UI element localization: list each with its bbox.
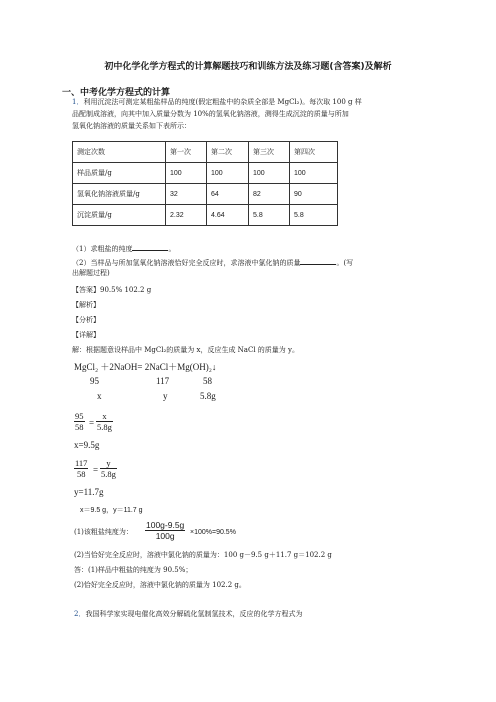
fraction-y-5.8g <box>100 458 117 479</box>
question-1-number: 1． <box>72 98 84 106</box>
table-cell: 100 <box>249 163 290 184</box>
sub-question-2 <box>72 256 353 269</box>
xy-values: x＝9.5 g，y＝11.7 g <box>80 507 143 514</box>
table-header-cell: 测定次数 <box>73 142 166 163</box>
table-header-cell: 第四次 <box>290 142 338 163</box>
fraction-numerator: x <box>102 411 107 421</box>
sub-question-2-line-2: 出解题过程) <box>72 269 110 277</box>
fraction-numerator: 95 <box>75 411 84 421</box>
equals-sign: = <box>89 418 95 428</box>
purity-result: ×100%=90.5% <box>190 529 236 536</box>
table-cell: 64 <box>207 184 249 205</box>
table-row <box>73 205 338 226</box>
fraction-95-58 <box>74 411 85 432</box>
data-table <box>72 141 338 226</box>
table-header-cell: 第三次 <box>249 142 290 163</box>
table-cell: 2.32 <box>166 205 207 226</box>
answer-summary-2: (2)恰好完全反应时，溶液中氯化钠的质量为 102.2 g。 <box>74 581 246 589</box>
variable-precipitate: 5.8g <box>200 391 216 401</box>
table-header-cell: 第二次 <box>207 142 249 163</box>
fraction-numerator: 100g-9.5g <box>146 520 185 530</box>
table-cell: 5.8 <box>290 205 338 226</box>
question-2 <box>74 609 302 620</box>
table-cell: 100 <box>166 163 207 184</box>
question-1-line-1 <box>72 97 362 108</box>
result-y: y=11.7g <box>74 487 104 497</box>
molar-mass-nacl: 117 <box>156 376 170 386</box>
fraction-numerator: 117 <box>75 458 88 468</box>
tag-jiexi: 【解析】 <box>72 301 100 309</box>
table-cell: 82 <box>249 184 290 205</box>
question-1-line-3: 氢氧化钠溶液的质量关系如下表所示： <box>72 122 191 130</box>
table-cell: 4.64 <box>207 205 249 226</box>
answer-summary-1: 答：(1)样品中粗盐的纯度为 90.5%； <box>74 566 193 574</box>
variable-y: y <box>163 391 168 401</box>
fraction-x-5.8g <box>96 411 113 432</box>
table-cell: 样品质量/g <box>73 163 166 184</box>
tag-fenxi: 【分析】 <box>72 316 100 324</box>
molar-mass-mgcl2: 95 <box>90 376 99 386</box>
fraction-denominator: 5.8g <box>101 469 116 479</box>
fraction-denominator: 58 <box>75 422 84 432</box>
answer-blank <box>132 242 168 251</box>
purity-fraction <box>145 520 185 541</box>
fraction-117-58 <box>74 458 88 479</box>
nacl-mass-line: (2)当恰好完全反应时，溶液中氯化钠的质量为：100 g－9.5 g＋11.7 g＝102.2 g <box>74 551 332 559</box>
table-row <box>73 163 338 184</box>
table-cell: 氢氧化钠溶液质量/g <box>73 184 166 205</box>
purity-label: (1)该粗盐纯度为： <box>74 528 133 536</box>
question-1-text-1: 利用沉淀法可测定某粗盐样品的纯度(假定粗盐中的杂质全部是 MgCl₂)。每次取 100 g 样 <box>83 98 362 106</box>
question-1-line-2: 品配制成溶液，向其中加入质量分数为 10%的氢氧化钠溶液，测得生成沉淀的质量与所加 <box>72 110 349 118</box>
answer-blank <box>300 256 336 265</box>
sub-question-1 <box>72 242 175 255</box>
molar-mass-mgoh2: 58 <box>203 376 212 386</box>
result-x: x=9.5g <box>74 440 100 450</box>
table-cell: 100 <box>207 163 249 184</box>
table-row <box>73 142 338 163</box>
sub-question-1-text: （1）求粗盐的纯度 <box>72 245 133 253</box>
sub-question-2-text: （2）当样品与所加氢氧化钠溶液恰好完全反应时，求溶液中氯化钠的质量 <box>72 259 301 267</box>
question-2-text: 我国科学家实现电催化高效分解硫化氢制氢技术，反应的化学方程式为 <box>85 610 303 618</box>
table-cell: 90 <box>290 184 338 205</box>
answer-line: 【答案】90.5% 102.2 g <box>72 286 152 294</box>
table-cell: 沉淀质量/g <box>73 205 166 226</box>
tag-xiangjie: 【详解】 <box>72 331 100 339</box>
equals-sign: = <box>93 465 99 475</box>
section-heading: 一、中考化学方程式的计算 <box>62 88 171 98</box>
sub-question-2-suffix: 。(写 <box>336 259 354 267</box>
fraction-denominator: 5.8g <box>97 422 112 432</box>
fraction-numerator: y <box>106 458 111 468</box>
table-row <box>73 184 338 205</box>
fraction-denominator: 100g <box>145 530 185 541</box>
table-header-cell: 第一次 <box>166 142 207 163</box>
solution-intro: 解：根据题意设样品中 MgCl₂的质量为 x，反应生成 NaCl 的质量为 y。 <box>72 346 299 354</box>
document-title: 初中化学化学方程式的计算解题技巧和训练方法及练习题(含答案)及解析 <box>104 62 392 72</box>
fraction-denominator: 58 <box>74 468 88 479</box>
sub-question-1-suffix: 。 <box>168 245 176 253</box>
table-cell: 5.8 <box>249 205 290 226</box>
variable-x: x <box>97 391 102 401</box>
table-cell: 32 <box>166 184 207 205</box>
question-2-number: 2． <box>74 610 86 618</box>
chemical-equation: MgCl₂ ＋2NaOH= 2NaCl＋Mg(OH)₂↓ <box>74 362 217 372</box>
table-cell: 100 <box>290 163 338 184</box>
